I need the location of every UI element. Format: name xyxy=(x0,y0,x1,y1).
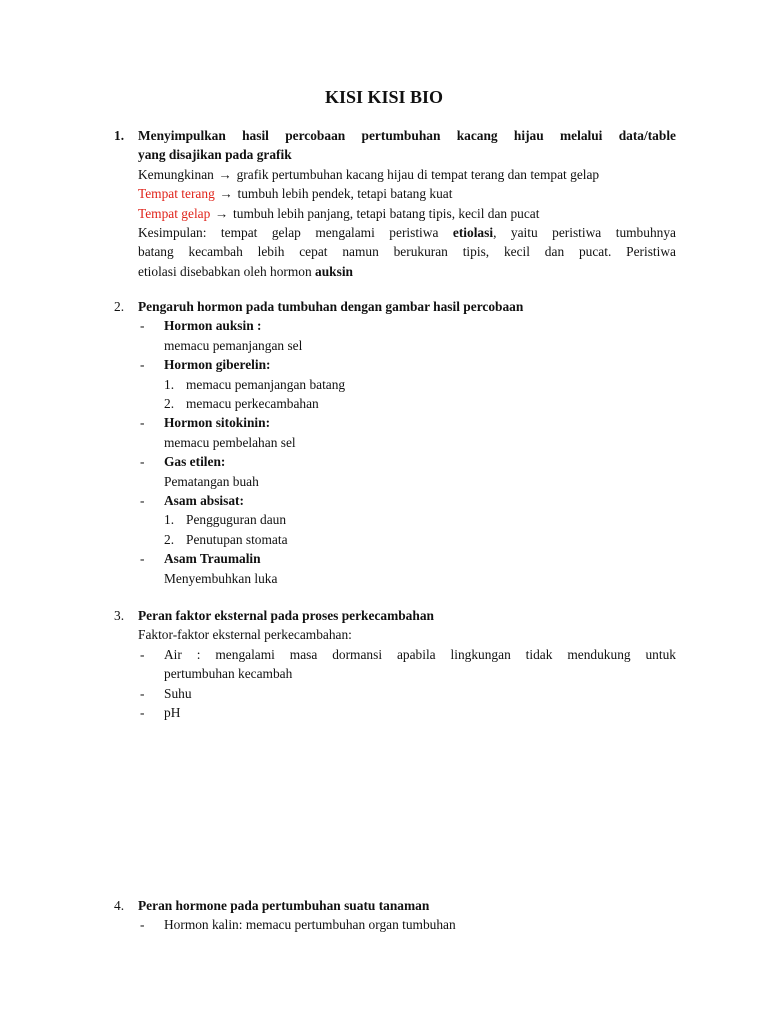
line-tempat-gelap xyxy=(138,204,676,223)
section-4 xyxy=(114,896,676,935)
sub-number: 2. xyxy=(164,396,175,412)
sub-number: 1. xyxy=(164,376,175,392)
item-text: Air : mengalami masa dormansi apabila lingkungan tidak mendukung untuk xyxy=(164,646,676,662)
text: , yaitu peristiwa tumbuhnya xyxy=(493,225,676,241)
item-desc: memacu pembelahan sel xyxy=(164,434,296,450)
section-number: 2. xyxy=(114,299,125,314)
list-item xyxy=(138,703,676,722)
dash: - xyxy=(140,685,145,701)
list-item xyxy=(138,355,676,413)
sub-number: 1. xyxy=(164,512,175,528)
sub-item xyxy=(164,510,676,529)
section-heading: Peran hormone pada pertumbuhan suatu tanaman xyxy=(138,898,430,913)
bold-term: etiolasi xyxy=(452,225,494,241)
arrow-right-icon: → xyxy=(218,166,232,182)
text: grafik pertumbuhan kacang hijau di tempat terang dan tempat gelap xyxy=(236,166,600,182)
sub-item xyxy=(164,530,676,549)
dash: - xyxy=(140,917,145,933)
sub-text: memacu perkecambahan xyxy=(186,396,319,412)
dash: - xyxy=(140,705,145,721)
sub-item xyxy=(164,394,676,413)
item-desc: Pematangan buah xyxy=(164,473,259,489)
list-item xyxy=(138,452,676,491)
list-item xyxy=(138,915,676,934)
section-heading: Peran faktor eksternal pada proses perkecambahan xyxy=(138,608,434,623)
sub-number: 2. xyxy=(164,531,175,547)
list-item xyxy=(138,645,676,684)
bold-term: auksin xyxy=(315,263,353,279)
list-item xyxy=(138,413,676,452)
sub-text: Penutupan stomata xyxy=(186,531,288,547)
dash: - xyxy=(140,646,145,662)
item-text: pH xyxy=(164,705,181,721)
list-item xyxy=(138,491,676,549)
section-heading-cont: yang disajikan pada grafik xyxy=(138,147,292,163)
dash: - xyxy=(140,415,145,431)
dash: - xyxy=(140,454,145,470)
list-item xyxy=(138,549,676,588)
section-number: 1. xyxy=(114,128,125,143)
document-title: KISI KISI BIO xyxy=(324,87,444,107)
item-text-cont: pertumbuhan kecambah xyxy=(164,666,293,682)
sub-text: memacu pemanjangan batang xyxy=(186,376,346,392)
item-heading: Asam absisat: xyxy=(164,493,244,509)
item-heading: Hormon giberelin: xyxy=(164,357,271,373)
conclusion-line-1 xyxy=(138,223,676,242)
text: tumbuh lebih panjang, tetapi batang tipis, kecil dan pucat xyxy=(233,205,540,221)
dash: - xyxy=(140,357,145,373)
label-red: Tempat terang xyxy=(138,186,215,202)
text: etiolasi disebabkan oleh hormon xyxy=(138,263,312,279)
line-kemungkinan xyxy=(138,165,676,184)
sub-item xyxy=(164,375,676,394)
item-heading: Asam Traumalin xyxy=(164,551,261,567)
section-2 xyxy=(114,297,676,588)
section-heading: Menyimpulkan hasil percobaan pertumbuhan kacang hijau melalui data/table xyxy=(138,128,676,143)
item-text: Hormon kalin: memacu pertumbuhan organ tumbuhan xyxy=(164,917,456,933)
dash: - xyxy=(140,493,145,509)
item-heading: Hormon auksin : xyxy=(164,318,262,334)
dash: - xyxy=(140,318,145,334)
section-heading: Pengaruh hormon pada tumbuhan dengan gambar hasil percobaan xyxy=(138,299,524,314)
arrow-right-icon: → xyxy=(214,205,229,221)
sub-text: Pengguguran daun xyxy=(186,512,287,528)
item-text: Suhu xyxy=(164,685,192,701)
arrow-right-icon: → xyxy=(219,186,233,202)
conclusion-line-3 xyxy=(138,262,676,281)
section-number: 3. xyxy=(114,608,125,623)
list-item xyxy=(138,316,676,355)
item-heading: Hormon sitokinin: xyxy=(164,415,271,431)
list-item xyxy=(138,684,676,703)
item-desc: memacu pemanjangan sel xyxy=(164,337,303,353)
text: tumbuh lebih pendek, tetapi batang kuat xyxy=(237,186,453,202)
section-intro: Faktor-faktor eksternal perkecambahan: xyxy=(138,627,352,643)
dash: - xyxy=(140,551,145,567)
text: Kesimpulan: tempat gelap mengalami peristiwa xyxy=(138,225,439,241)
section-3 xyxy=(114,606,676,722)
conclusion-line-2: batang kecambah lebih cepat namun berukuran tipis, kecil dan pucat. Peristiwa xyxy=(138,244,676,260)
section-number: 4. xyxy=(114,898,125,913)
item-heading: Gas etilen: xyxy=(164,454,226,470)
line-tempat-terang xyxy=(138,184,676,203)
section-1 xyxy=(114,126,676,281)
label-red: Tempat gelap xyxy=(138,205,211,221)
label: Kemungkinan xyxy=(138,166,214,182)
item-desc: Menyembuhkan luka xyxy=(164,570,278,586)
